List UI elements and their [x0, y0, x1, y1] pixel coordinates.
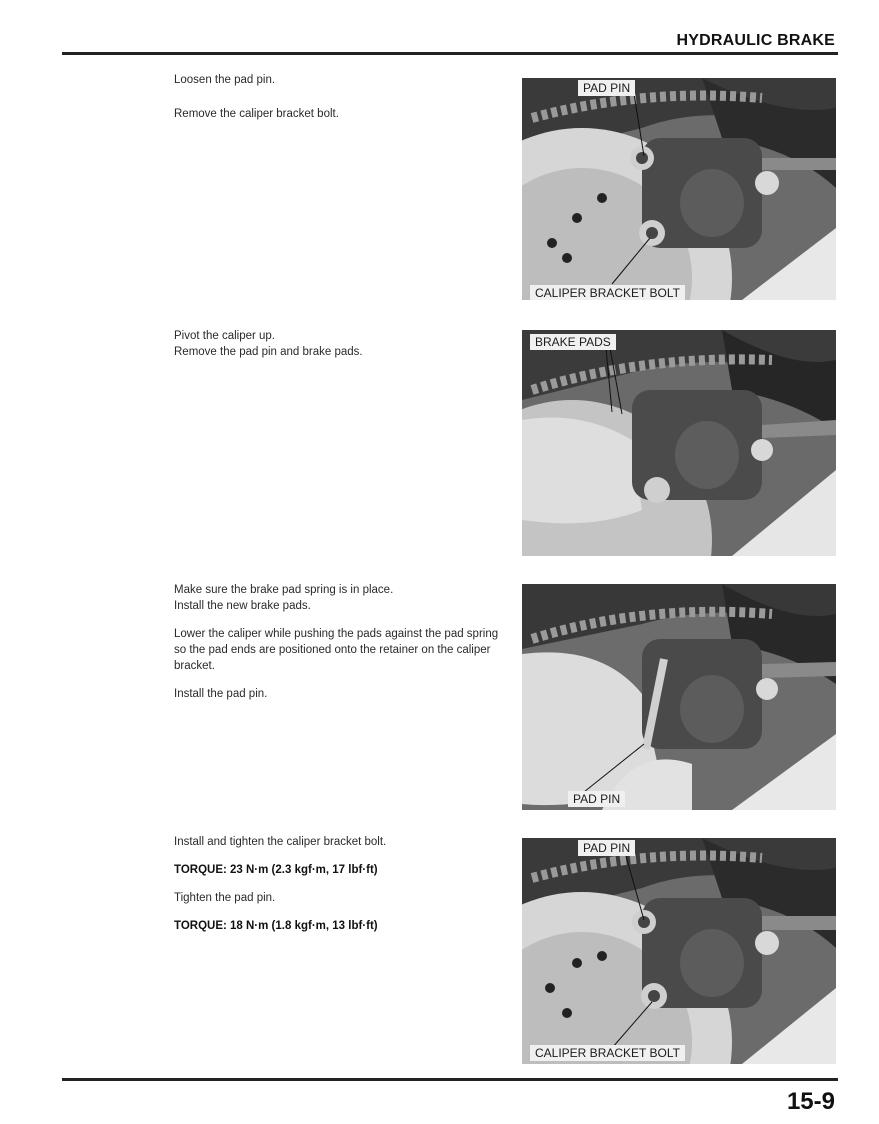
step-3-line-2: Install the new brake pads. [174, 600, 311, 612]
brake-pads-photo-image [522, 330, 836, 556]
step-2-line-2: Remove the pad pin and brake pads. [174, 346, 363, 358]
step-4-line-3: Tighten the pad pin. [174, 892, 276, 904]
pad-pin-label: PAD PIN [578, 840, 635, 856]
step-2-text [174, 328, 508, 360]
brake-pads-label: BRAKE PADS [530, 334, 616, 350]
step-3-line-1: Make sure the brake pad spring is in place. [174, 584, 394, 596]
step-4-photo [522, 838, 836, 1064]
step-2-photo [522, 330, 836, 556]
header-divider [62, 52, 838, 55]
pad-pin-label: PAD PIN [578, 80, 635, 96]
pad-pin-install-photo-image [522, 584, 836, 810]
caliper-bracket-bolt-label: CALIPER BRACKET BOLT [530, 285, 685, 300]
torque-spec-caliper-bolt: TORQUE: 23 N·m (2.3 kgf·m, 17 lbf·ft) [174, 864, 378, 876]
step-2-line-1: Pivot the caliper up. [174, 330, 276, 342]
step-4-text [174, 834, 508, 946]
step-3-line-4: Install the pad pin. [174, 688, 268, 700]
step-3-line-3: Lower the caliper while pushing the pads against the pad spring so the pad ends are positioned onto the retainer on the caliper bracket. [174, 628, 499, 672]
torque-spec-pad-pin: TORQUE: 18 N·m (1.8 kgf·m, 13 lbf·ft) [174, 920, 378, 932]
caliper-tighten-photo-image [522, 838, 836, 1064]
pad-pin-label: PAD PIN [568, 791, 625, 807]
step-1-line-1: Loosen the pad pin. [174, 74, 276, 86]
step-1-photo [522, 78, 836, 300]
caliper-bracket-bolt-label: CALIPER BRACKET BOLT [530, 1045, 685, 1061]
caliper-photo-image [522, 78, 836, 300]
step-3-photo [522, 584, 836, 810]
footer-divider [62, 1078, 838, 1081]
step-1-text [174, 72, 508, 134]
step-4-line-1: Install and tighten the caliper bracket bolt. [174, 836, 387, 848]
page-number: 15-9 [786, 1088, 835, 1115]
section-title: HYDRAULIC BRAKE [676, 32, 835, 49]
step-1-line-2: Remove the caliper bracket bolt. [174, 108, 339, 120]
step-3-text [174, 582, 508, 714]
